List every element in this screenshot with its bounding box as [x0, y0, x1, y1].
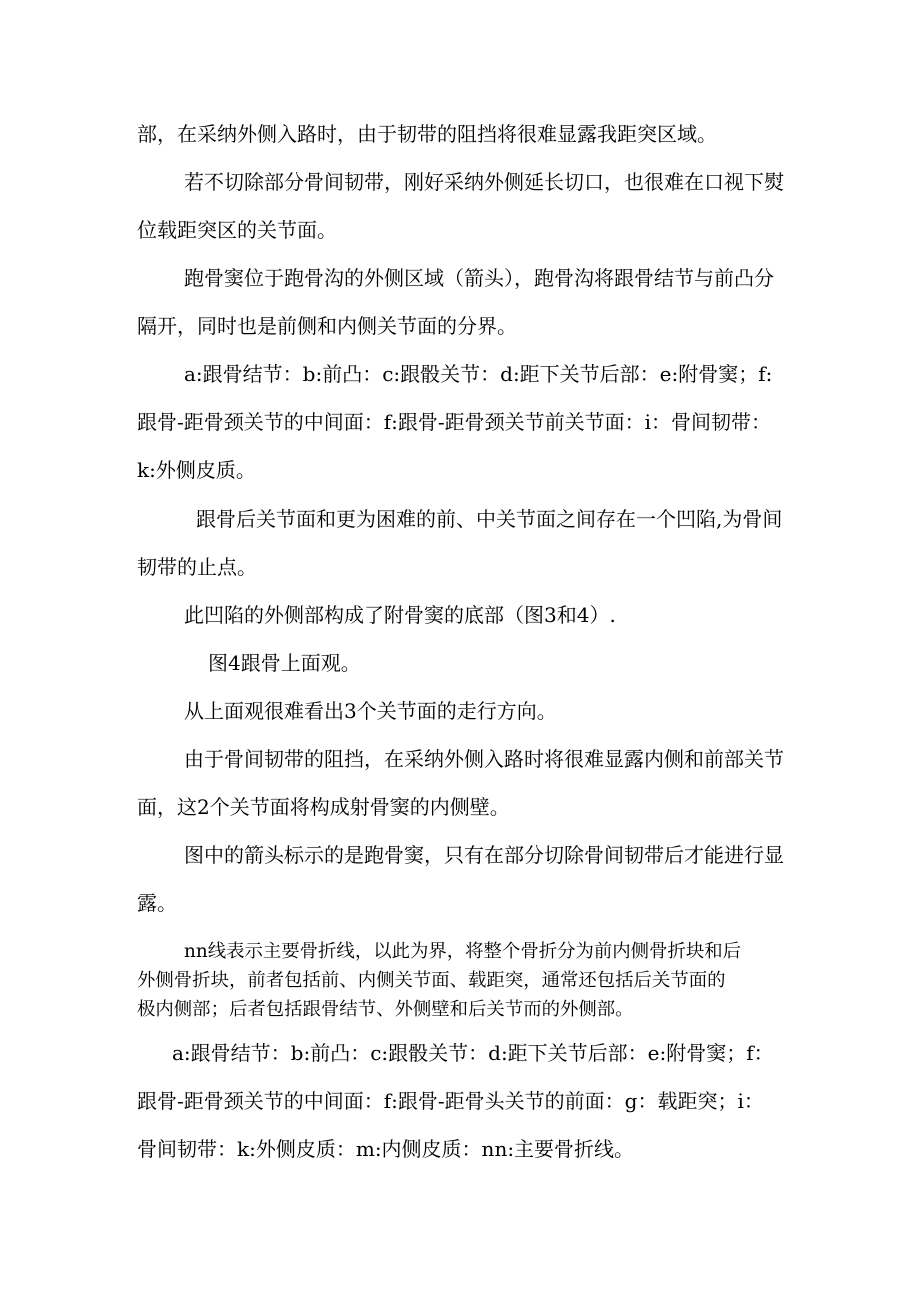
paragraph-5-line-2: 韧带的止点。 [137, 555, 257, 579]
paragraph-9-line-2: 面，这2个关节面将构成射骨窦的内侧壁。 [137, 795, 510, 819]
paragraph-2-line-1: 若不切除部分骨间韧带，刚好采纳外侧延长切口，也很难在口视下熨 [184, 170, 784, 194]
paragraph-11-line-1: nn线表示主要骨折线，以此为界，将整个骨折分为前内侧骨折块和后 [184, 941, 742, 962]
paragraph-1-line-1: 部，在采纳外侧入路时，由于韧带的阻挡将很难显露我距突区域。 [137, 122, 717, 146]
paragraph-12-line-2: 跟骨-距骨颈关节的中间面：f:跟骨-距骨头关节的前面：g：载距突；i： [137, 1089, 764, 1113]
paragraph-11-line-2: 外侧骨折块，前者包括前、内侧关节面、载距突，通常还包括后关节面的 [137, 970, 726, 991]
paragraph-12-line-1: a:跟骨结节：b:前凸：c:跟骰关节：d:距下关节后部：e:附骨窦；f： [172, 1041, 774, 1065]
paragraph-4-line-2: 跟骨-距骨颈关节的中间面：f:跟骨-距骨颈关节前关节面：i：骨间韧带： [137, 410, 772, 434]
paragraph-10-line-1: 图中的箭头标示的是跑骨窦，只有在部分切除骨间韧带后才能进行显 [184, 843, 784, 867]
paragraph-7-line-1: 图4跟骨上面观。 [208, 651, 361, 675]
paragraph-11-line-3: 极内侧部；后者包括跟骨结节、外侧壁和后关节而的外侧部。 [137, 999, 634, 1020]
paragraph-4-line-3: k:外侧皮质。 [137, 458, 256, 482]
paragraph-9-line-1: 由于骨间韧带的阻挡，在采纳外侧入路时将很难显露内侧和前部关节 [184, 747, 784, 771]
paragraph-4-line-1: a:跟骨结节：b:前凸：c:跟骰关节：d:距下关节后部：e:附骨窦；f: [184, 362, 773, 386]
paragraph-5-line-1: 跟骨后关节面和更为困难的前、中关节面之间存在一个凹陷,为骨间 [196, 507, 783, 531]
paragraph-6-line-1: 此凹陷的外侧部构成了附骨窦的底部（图3和4）. [184, 603, 616, 627]
paragraph-10-line-2: 露。 [137, 891, 177, 915]
paragraph-3-line-2: 隔开，同时也是前侧和内侧关节面的分界。 [137, 314, 517, 338]
paragraph-3-line-1: 跑骨窦位于跑骨沟的外侧区域（箭头），跑骨沟将跟骨结节与前凸分 [184, 266, 774, 290]
paragraph-8-line-1: 从上面观很难看出3个关节面的走行方向。 [184, 699, 557, 723]
paragraph-12-line-3: 骨间韧带：k:外侧皮质：m:内侧皮质：nn:主要骨折线。 [137, 1137, 635, 1161]
paragraph-2-line-2: 位载距突区的关节面。 [137, 218, 337, 242]
